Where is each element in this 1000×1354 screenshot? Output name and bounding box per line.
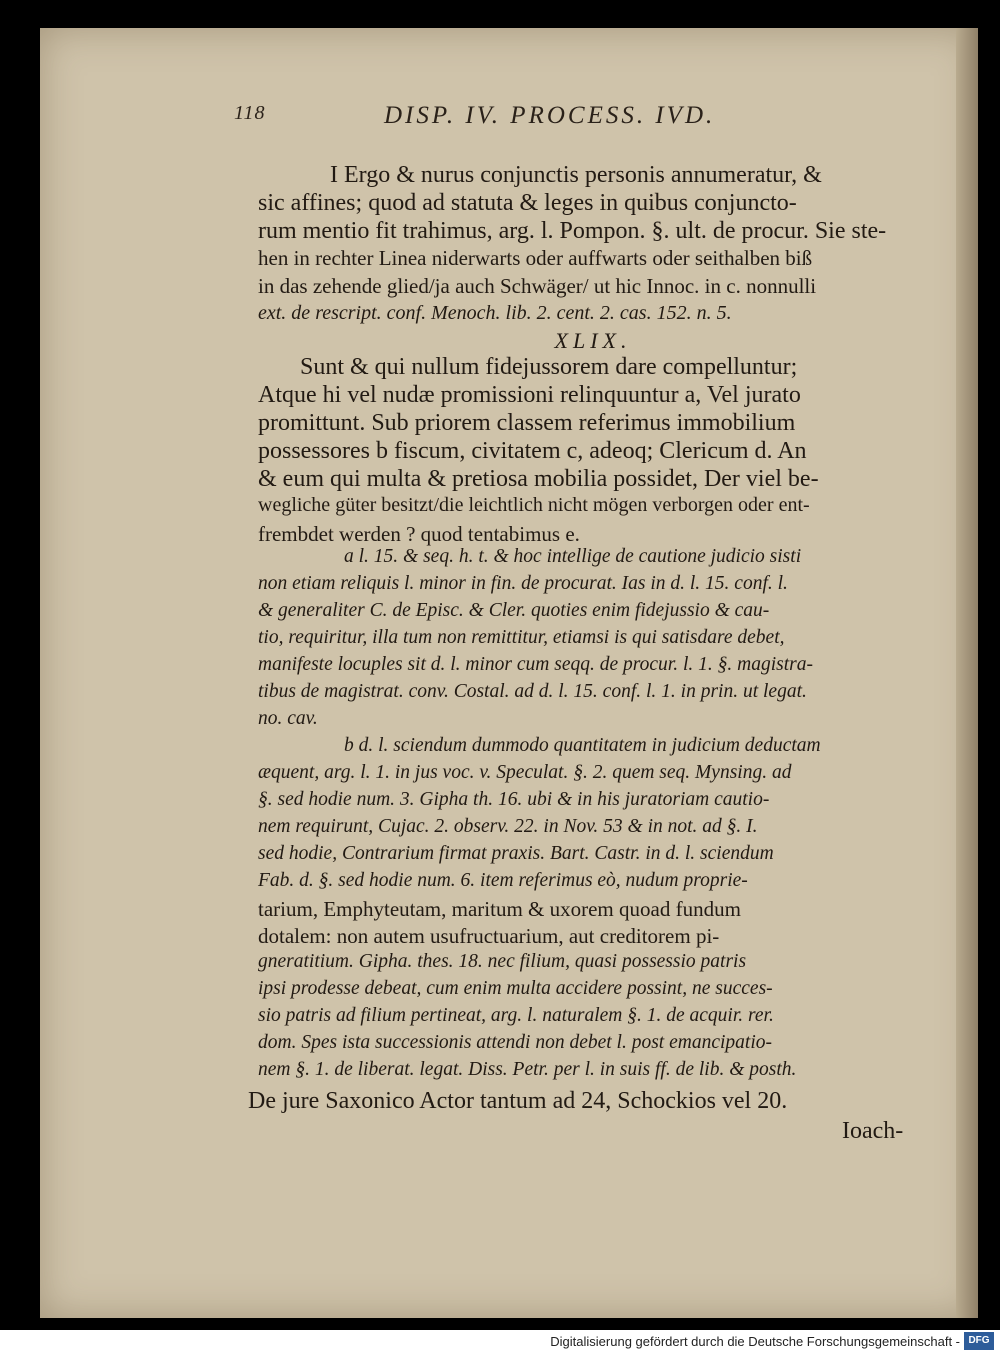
footnote-line: a l. 15. & seq. h. t. & hoc intellige de cautione judicio sisti [344, 546, 802, 567]
footnote-line: æquent, arg. l. 1. in jus voc. v. Speculat. §. 2. quem seq. Mynsing. ad [258, 762, 792, 783]
footnote-line: nem §. 1. de liberat. legat. Diss. Petr. per l. in suis ff. de lib. & posth. [258, 1059, 797, 1080]
section-line: frembdet werden ? quod tentabimus e. [258, 522, 580, 546]
running-title: DISP. IV. PROCESS. IVD. [384, 102, 716, 129]
page-edge [956, 28, 978, 1318]
footnote-line: sio patris ad filium pertineat, arg. l. naturalem §. 1. de acquir. rer. [258, 1005, 774, 1026]
footnote-line: sed hodie, Contrarium firmat praxis. Bart. Castr. in d. l. sciendum [258, 843, 774, 864]
footer-bar [0, 1330, 1000, 1354]
footnote-line: tio, requiritur, illa tum non remittitur, etiamsi is qui satisdare debet, [258, 627, 785, 648]
footnote-line: Fab. d. §. sed hodie num. 6. item referimus eò, nudum proprie- [258, 870, 748, 891]
body-line: sic affines; quod ad statuta & leges in quibus conjuncto- [258, 190, 797, 216]
footnote-line: gneratitium. Gipha. thes. 18. nec filium, quasi possessio patris [258, 951, 747, 972]
section-line: Atque hi vel nudæ promissioni relinquuntur a, Vel jurato [258, 382, 801, 408]
body-line: hen in rechter Linea niderwarts oder auffwarts oder seithalben biß [258, 246, 813, 270]
footnote-line: b d. l. sciendum dummodo quantitatem in judicium deductam [344, 735, 821, 756]
section-line: & eum qui multa & pretiosa mobilia possidet, Der viel be- [258, 466, 819, 492]
body-line: ext. de rescript. conf. Menoch. lib. 2. cent. 2. cas. 152. n. 5. [258, 302, 732, 324]
body-line: De jure Saxonico Actor tantum ad 24, Schockios vel 20. [248, 1088, 788, 1114]
footnote-line: non etiam reliquis l. minor in fin. de procurat. Ias in d. l. 15. conf. l. [258, 573, 788, 594]
footnote-line: §. sed hodie num. 3. Gipha th. 16. ubi & in his juratoriam cautio- [258, 789, 770, 810]
footnote-line: no. cav. [258, 708, 318, 729]
section-line: Sunt & qui nullum fidejussorem dare compelluntur; [300, 354, 798, 380]
footnote-line: ipsi prodesse debeat, cum enim multa accidere possint, ne succes- [258, 978, 773, 999]
footnote-line: nem requirunt, Cujac. 2. observ. 22. in Nov. 53 & in not. ad §. I. [258, 816, 758, 837]
footnote-line: tarium, Emphyteutam, maritum & uxorem quoad fundum [258, 897, 741, 921]
catchword: Ioach- [842, 1118, 904, 1144]
body-line: rum mentio fit trahimus, arg. l. Pompon. §. ult. de procur. Sie ste- [258, 218, 887, 244]
section-line: promittunt. Sub priorem classem referimus immobilium [258, 410, 796, 436]
body-line: in das zehende glied/ja auch Schwäger/ ut hic Innoc. in c. nonnulli [258, 274, 817, 298]
page-number: 118 [234, 102, 266, 124]
section-line: wegliche güter besitzt/die leichtlich nicht mögen verborgen oder ent- [258, 494, 810, 516]
funding-note: Digitalisierung gefördert durch die Deutsche Forschungsgemeinschaft - [550, 1334, 960, 1349]
dfg-logo: DFG [964, 1332, 994, 1350]
footnote-line: tibus de magistrat. conv. Costal. ad d. l. 15. conf. l. 1. in prin. ut legat. [258, 681, 807, 702]
body-line: I Ergo & nurus conjunctis personis annumeratur, & [330, 162, 822, 188]
footnote-line: & generaliter C. de Episc. & Cler. quoties enim fidejussio & cau- [258, 600, 770, 621]
footnote-line: manifeste locuples sit d. l. minor cum seqq. de procur. l. 1. §. magistra- [258, 654, 813, 675]
footnote-line: dom. Spes ista successionis attendi non debet l. post emancipatio- [258, 1032, 772, 1053]
section-line: possessores b fiscum, civitatem c, adeoq; Clericum d. An [258, 438, 807, 464]
section-heading: XLIX. [554, 328, 632, 353]
footnote-line: dotalem: non autem usufructuarium, aut creditorem pi- [258, 924, 720, 948]
